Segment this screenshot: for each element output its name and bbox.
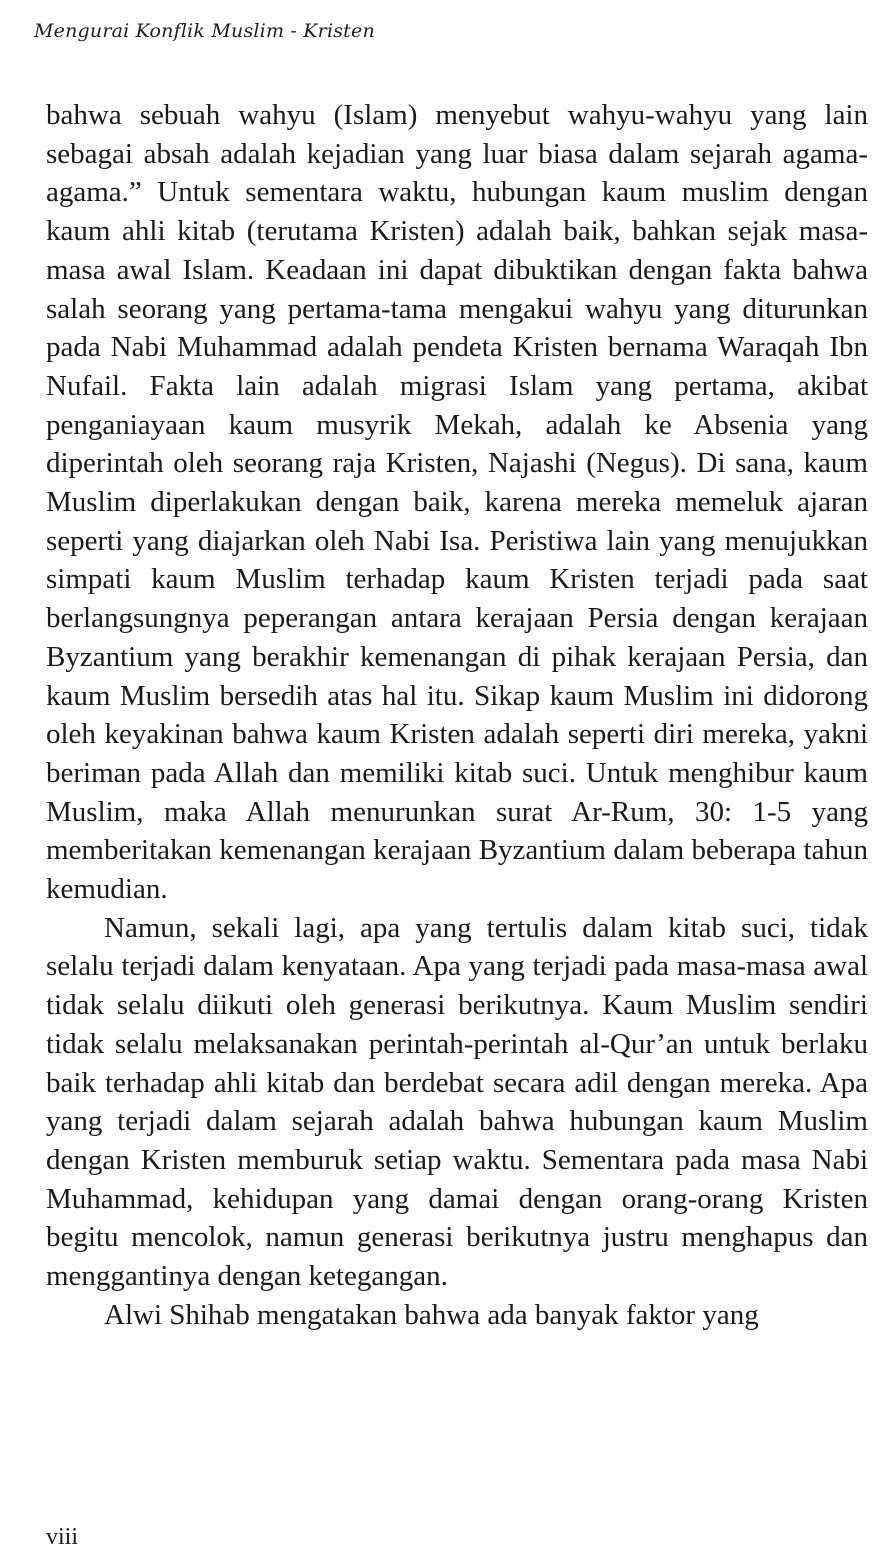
paragraph-1: bahwa sebuah wahyu (Islam) menyebut wahyu-wahyu yang lain sebagai absah adalah kejadian yang luar biasa dalam sejarah agama-agama.” Untuk sementara waktu, hubungan kaum muslim dengan kaum ahli kitab (terutama Kristen) adalah baik, bahkan sejak masa-masa awal Islam. Keadaan ini dapat dibuktikan dengan fakta bahwa salah seorang yang pertama-tama mengakui wahyu yang diturunkan pada Nabi Muhammad adalah pendeta Kristen bernama Waraqah Ibn Nufail. Fakta lain adalah migrasi Islam yang pertama, akibat penganiayaan kaum musyrik Mekah, adalah ke Absenia yang diperintah oleh seorang raja Kristen, Najashi (Negus). Di sana, kaum Muslim diperlakukan dengan baik, karena mereka memeluk ajaran seperti yang diajarkan oleh Nabi Isa. Peristiwa lain yang menujukkan simpati kaum Muslim terhadap kaum Kristen terjadi pada saat berlangsungnya peperangan antara kerajaan Persia dengan kerajaan Byzantium yang berakhir kemenangan di pihak kerajaan Persia, dan kaum Muslim bersedih atas hal itu. Sikap kaum Muslim ini didorong oleh keyakinan bahwa kaum Kristen adalah seperti diri mereka, yakni beriman pada Allah dan memiliki kitab suci. Untuk menghibur kaum Muslim, maka Allah menurunkan surat Ar-Rum, 30: 1-5 yang memberitakan kemenangan kerajaan Byzantium dalam beberapa tahun kemudian. xyxy=(46,99,868,906)
page-number: viii xyxy=(46,1524,79,1550)
paragraph-3: Alwi Shihab mengatakan bahwa ada banyak faktor yang xyxy=(104,1298,759,1331)
running-header: Mengurai Konflik Muslim - Kristen xyxy=(34,20,375,42)
body-text xyxy=(46,96,868,1335)
paragraph-2: Namun, sekali lagi, apa yang tertulis dalam kitab suci, tidak selalu terjadi dalam kenyataan. Apa yang terjadi pada masa-masa awal tidak selalu diikuti oleh generasi berikutnya. Kaum Muslim sendiri tidak selalu melaksanakan perintah-perintah al-Qur’an untuk berlaku baik terhadap ahli kitab dan berdebat secara adil dengan mereka. Apa yang terjadi dalam sejarah adalah bahwa hubungan kaum Muslim dengan Kristen memburuk setiap waktu. Sementara pada masa Nabi Muhammad, kehidupan yang damai dengan orang-orang Kristen begitu mencolok, namun generasi berikutnya justru menghapus dan menggantinya dengan ketegangan. xyxy=(46,911,868,1293)
